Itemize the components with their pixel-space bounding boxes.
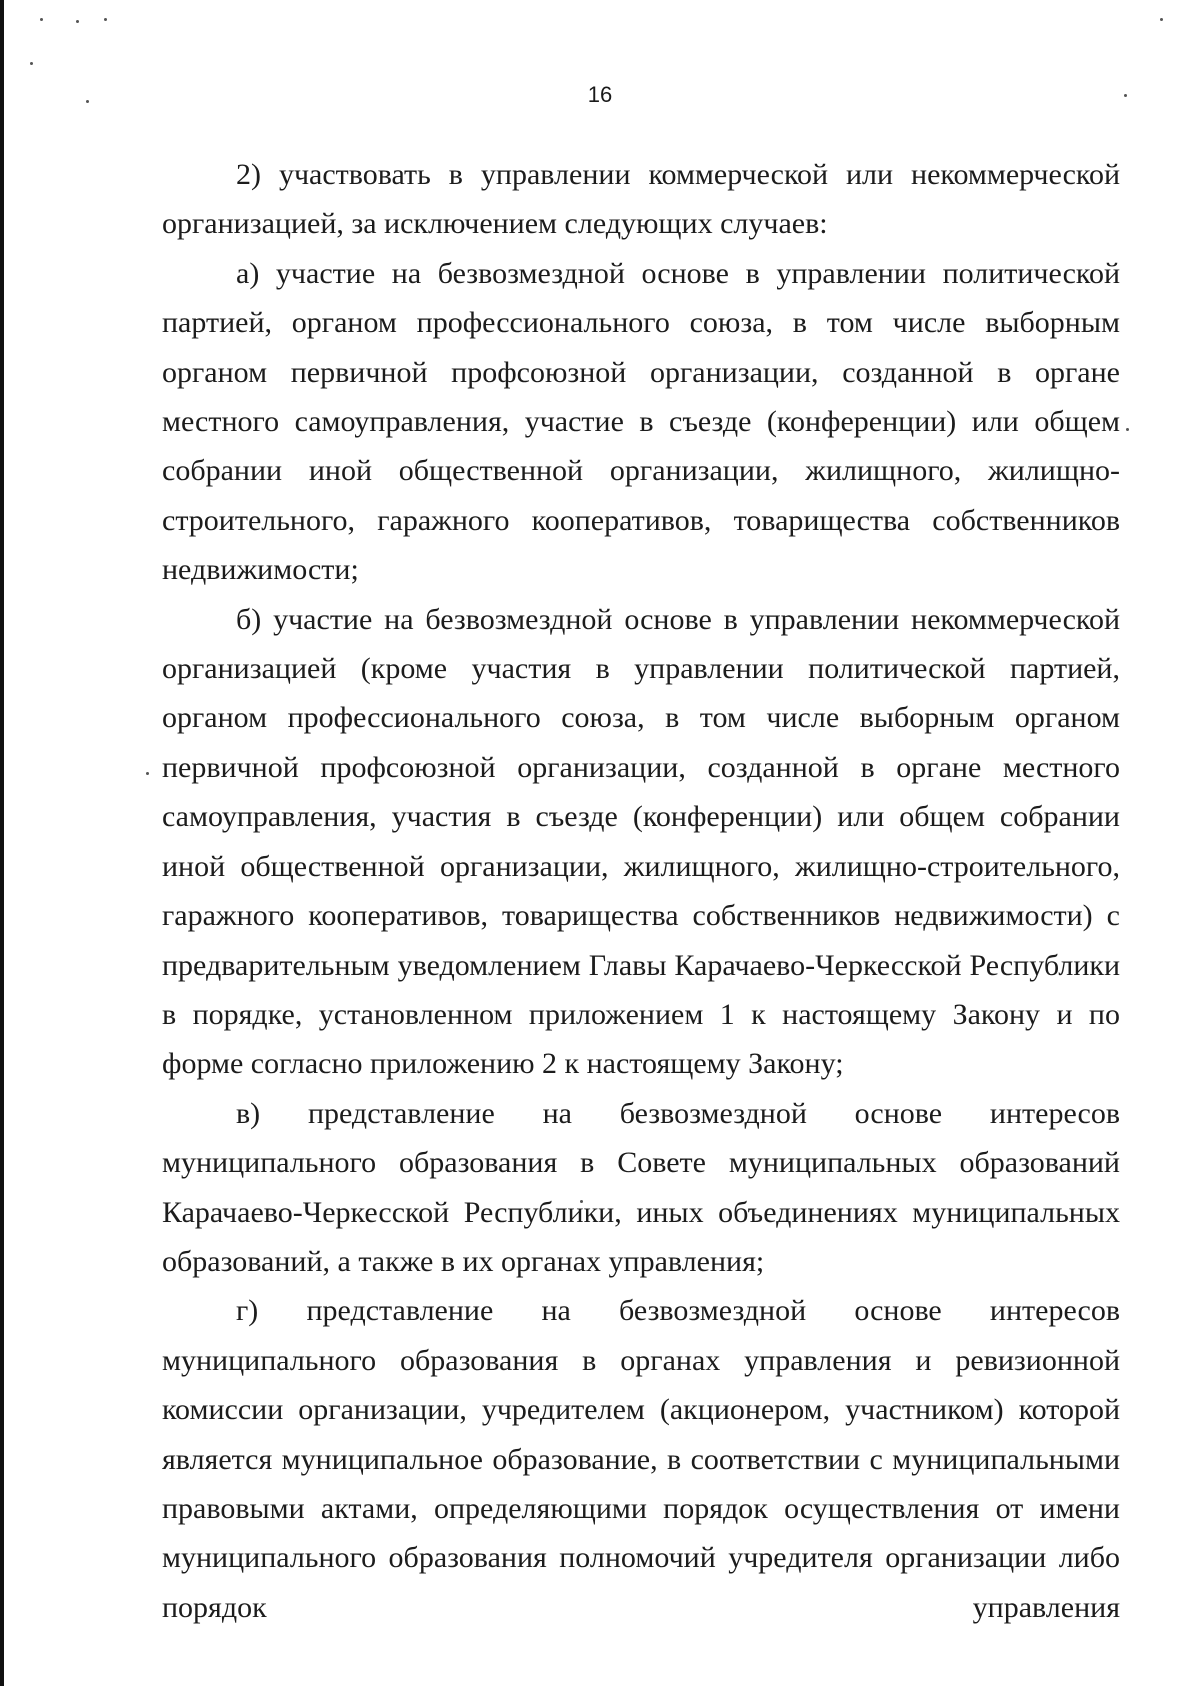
scan-speck xyxy=(104,18,107,21)
scan-speck xyxy=(30,62,33,65)
scan-speck xyxy=(1160,18,1163,21)
paragraph-subitem-g: г) представление на безвозмездной основе интересов муниципального образования в органах управления и ревизионной комиссии организации, учредителем (акционером, участником) которой является муниципальное образование, в соответствии с муниципальными правовыми актами, определяющими порядок осуществления от имени муниципального образования полномочий учредителя организации либо порядок управления xyxy=(162,1294,1120,1624)
scan-speck xyxy=(146,772,149,775)
scan-left-edge xyxy=(0,0,4,1686)
scan-speck xyxy=(40,18,43,21)
paragraph-item-2: 2) участвовать в управлении коммерческой или некоммерческой организацией, за исключением следующих случаев: xyxy=(162,158,1120,241)
page-number: 16 xyxy=(587,82,613,107)
paragraph-subitem-v: в) представление на безвозмездной основе интересов муниципального образования в Совете муниципальных образований Карачаево-Черкесской Республики, иных объединениях муниципальных образований, а также в их органах управления; xyxy=(162,1096,1120,1278)
document-body xyxy=(162,150,1120,1632)
scan-speck xyxy=(76,20,79,23)
paragraph-subitem-b: б) участие на безвозмездной основе в управлении некоммерческой организацией (кроме участия в управлении политической партией, органом профессионального союза, в том числе выборным органом первичной профсоюзной организации, созданной в органе местного самоуправления, участия в съезде (конференции) или общем собрании иной общественной организации, жилищного, жилищно-строительного, гаражного кооперативов, товарищества собственников недвижимости) с предварительным уведомлением Главы Карачаево-Черкесской Республики в порядке, установленном приложением 1 к настоящему Закону и по форме согласно приложению 2 к настоящему Закону; xyxy=(162,602,1120,1081)
scan-speck xyxy=(1126,428,1129,431)
paragraph-subitem-a: а) участие на безвозмездной основе в управлении политической партией, органом профессионального союза, в том числе выборным органом первичной профсоюзной организации, созданной в органе местного самоуправления, участие в съезде (конференции) или общем собрании иной общественной организации, жилищного, жилищно-строительного, гаражного кооперативов, товарищества собственников недвижимости; xyxy=(162,256,1120,587)
